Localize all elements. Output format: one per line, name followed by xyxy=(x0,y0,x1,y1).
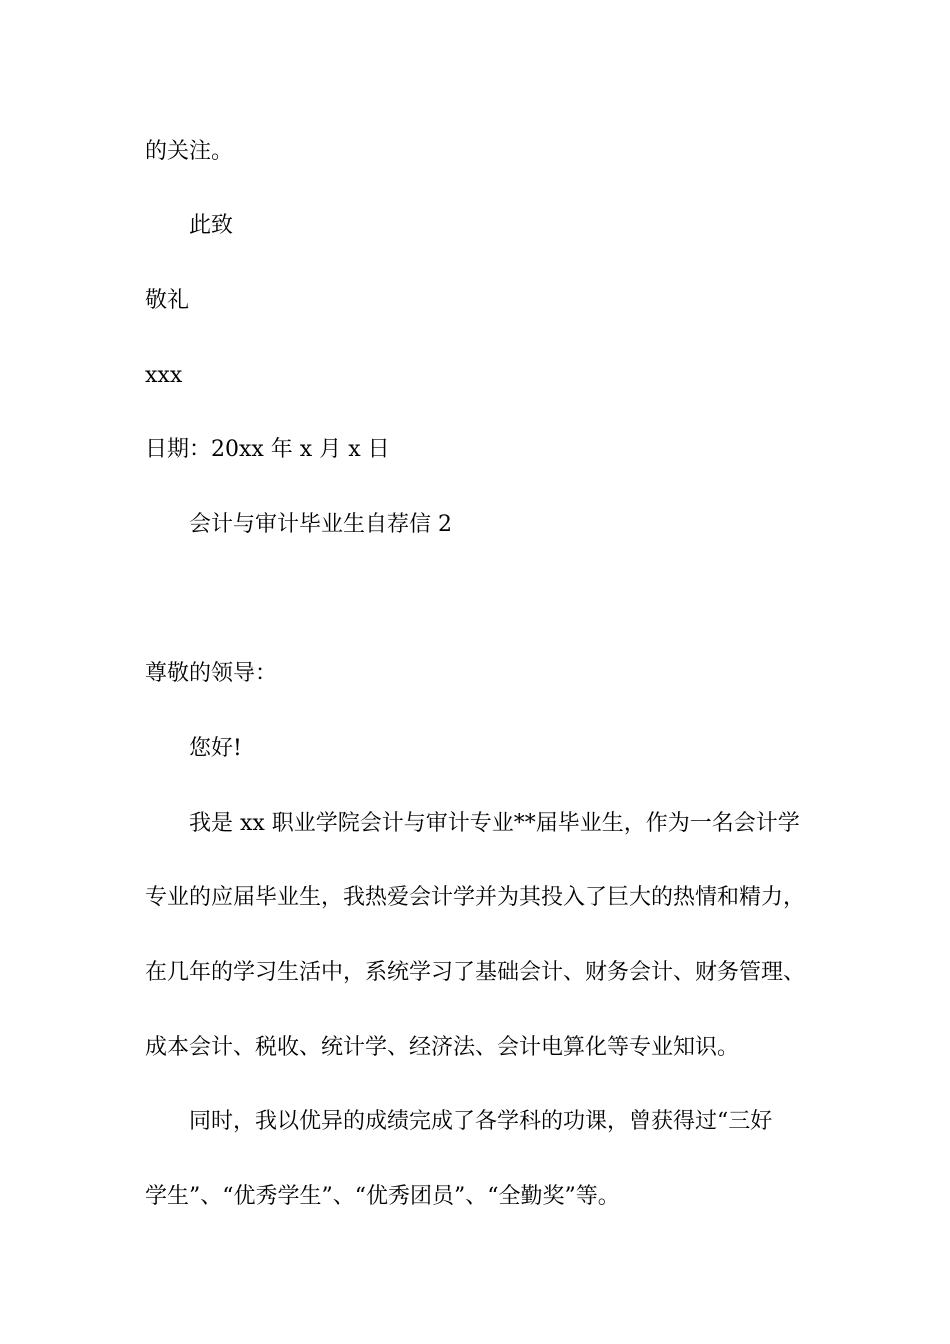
text-line-salute: 敬礼 xyxy=(145,288,190,313)
text-line-date: 日期：20xx 年 x 月 x 日 xyxy=(145,437,390,462)
paragraph-line: 同时，我以优异的成绩完成了各学科的功课，曾获得过“三好 xyxy=(189,1109,773,1134)
text-line-salutation: 尊敬的领导： xyxy=(145,661,278,686)
section-title: 会计与审计毕业生自荐信 2 xyxy=(189,512,452,537)
text-line-greeting: 您好! xyxy=(189,736,242,761)
paragraph-line: 学生”、“优秀学生”、“优秀团员”、“全勤奖”等。 xyxy=(145,1184,620,1209)
text-line-closing: 此致 xyxy=(189,213,234,238)
text-line-signature: xxx xyxy=(145,363,183,388)
paragraph-line: 专业的应届毕业生，我热爱会计学并为其投入了巨大的热情和精力， xyxy=(145,885,806,910)
text-line-attention: 的关注。 xyxy=(145,139,234,164)
paragraph-line: 我是 xx 职业学院会计与审计专业**届毕业生，作为一名会计学 xyxy=(189,811,800,836)
paragraph-line: 在几年的学习生活中，系统学习了基础会计、财务会计、财务管理、 xyxy=(145,960,806,985)
paragraph-line: 成本会计、税收、统计学、经济法、会计电算化等专业知识。 xyxy=(145,1035,740,1060)
